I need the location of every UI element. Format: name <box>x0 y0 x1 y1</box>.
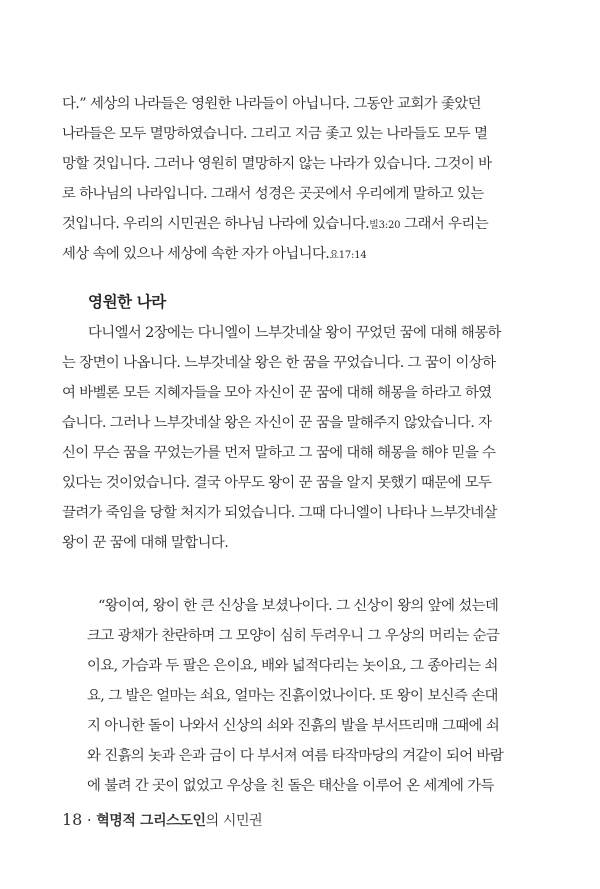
text-line: 습니다. 그러나 느부갓네살 왕은 자신이 꾼 꿈을 말해주지 않았습니다. 자 <box>62 415 492 431</box>
footer-separator: · <box>82 813 97 829</box>
quote-line: 지 아니한 돌이 나와서 신상의 쇠와 진흙의 발을 부서뜨리매 그때에 쇠 <box>87 718 500 734</box>
bible-reference: 빌3:20 <box>369 220 401 231</box>
text-segment: 것입니다. 우리의 시민권은 하나님 나라에 있습니다. <box>62 216 370 232</box>
text-line: 나라들은 모두 멸망하였습니다. 그리고 지금 좇고 있는 나라들도 모두 멸 <box>62 126 488 142</box>
text-segment: 세상 속에 있으나 세상에 속한 자가 아닙니다. <box>62 246 330 262</box>
book-title: 혁명적 그리스도인 <box>96 813 206 829</box>
text-segment: 그래서 우리는 <box>400 216 489 232</box>
text-line: 는 장면이 나옵니다. 느부갓네살 왕은 한 꿈을 꾸었습니다. 그 꿈이 이상하 <box>62 355 496 371</box>
quote-line: “왕이여, 왕이 한 큰 신상을 보셨나이다. 그 신상이 왕의 앞에 섰는데 <box>98 598 499 614</box>
quote-line: 에 불려 간 곳이 없었고 우상을 친 돌은 태산을 이루어 온 세계에 가득 <box>87 778 494 794</box>
text-line: 다니엘서 2장에는 다니엘이 느부갓네살 왕이 꾸었던 꿈에 대해 해몽하 <box>88 325 501 341</box>
book-title-suffix: 의 시민권 <box>205 813 263 829</box>
quote-line: 이요, 가슴과 두 팔은 은이요, 배와 넓적다리는 놋이요, 그 종아리는 쇠 <box>87 658 498 674</box>
quote-line: 크고 광채가 찬란하며 그 모양이 심히 두려우니 그 우상의 머리는 순금 <box>87 628 500 644</box>
text-line: 로 하나님의 나라입니다. 그래서 성경은 곳곳에서 우리에게 말하고 있는 <box>62 186 484 202</box>
text-line: 있다는 것이었습니다. 결국 아무도 왕이 꾼 꿈을 알지 못했기 때문에 모두 <box>62 475 492 491</box>
text-line: 다.” 세상의 나라들은 영원한 나라들이 아닙니다. 그동안 교회가 좇았던 <box>62 96 481 112</box>
section-heading: 영원한 나라 <box>88 293 166 311</box>
text-line: 끌려가 죽임을 당할 처지가 되었습니다. 그때 다니엘이 나타나 느부갓네살 <box>62 505 497 521</box>
bible-reference: 요17:14 <box>329 250 367 261</box>
text-line: 여 바벨론 모든 지혜자들을 모아 자신이 꾼 꿈에 대해 해몽을 하라고 하였 <box>62 385 492 401</box>
text-line <box>62 214 488 236</box>
quote-line: 와 진흙의 놋과 은과 금이 다 부서져 여름 타작마당의 겨같이 되어 바람 <box>87 748 504 764</box>
page-number: 18 <box>62 810 83 829</box>
text-line <box>62 244 367 266</box>
text-line: 신이 무슨 꿈을 꾸었는가를 먼저 말하고 그 꿈에 대해 해몽을 해야 믿을 수 <box>62 445 496 461</box>
text-line: 왕이 꾼 꿈에 대해 말합니다. <box>62 535 229 551</box>
quote-line: 요, 그 발은 얼마는 쇠요, 얼마는 진흙이었나이다. 또 왕이 보신즉 손대 <box>87 688 498 704</box>
page-footer <box>62 810 262 831</box>
text-line: 망할 것입니다. 그러나 영원히 멸망하지 않는 나라가 있습니다. 그것이 바 <box>62 156 492 172</box>
